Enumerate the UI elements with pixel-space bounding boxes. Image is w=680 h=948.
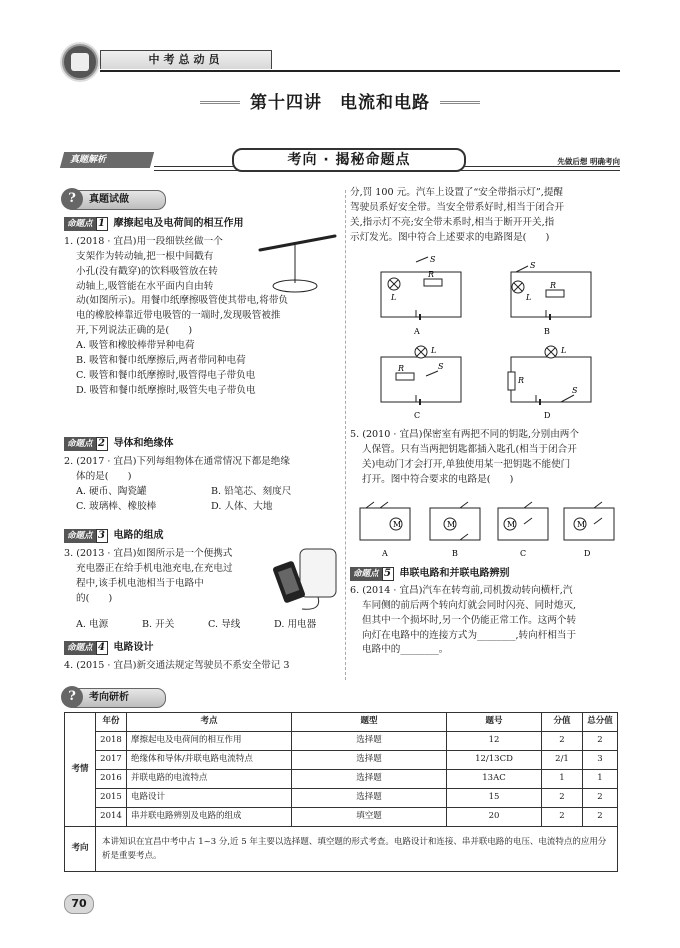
circuit-d — [508, 346, 591, 405]
section-bar — [62, 146, 620, 174]
section-left-label: 真题解析 — [70, 155, 107, 165]
lightbulb-icon: ? — [61, 686, 83, 708]
circuit-a — [381, 255, 461, 320]
summary-table — [64, 712, 618, 872]
svg-text:L: L — [561, 346, 567, 355]
motor-circuit-c — [498, 502, 548, 540]
svg-text:R: R — [398, 364, 405, 373]
table-header-row: 考情 年份 考点 题型 题号 分值 总分值 — [65, 713, 618, 732]
question-2: 2. (2017 · 宜昌)下列每组物体在通常情况下都是绝缘 体的是( ) A. 硬币、陶瓷罐 B. 铅笔芯、刻度尺 C. 玻璃棒、橡胶棒 D. 人体、大地 — [64, 456, 292, 512]
table-row: 2017 绝缘体和导体/并联电路电流特点 选择题 12/13CD 2/1 3 — [65, 751, 618, 770]
table-direction-row — [65, 827, 618, 872]
column-divider — [345, 190, 347, 680]
straw-on-stand-figure — [255, 228, 340, 298]
svg-text:S: S — [530, 261, 536, 270]
direction-text: 本讲知识在宜昌中考中占 1~3 分,近 5 年主要以选择题、填空题的形式考查。电路设计和连接、串并联电路的电压、电流特点的应用分析是重要考点。 — [96, 827, 618, 872]
side-label-direction: 考向 — [65, 827, 96, 872]
motor-circuit-c-label: C — [520, 549, 527, 558]
question-3: 3. (2013 · 宜昌)如图所示是一个便携式 充电器正在给手机电池充电,在充电过 程中,该手机电池相当于电路中 的( ) — [64, 548, 233, 604]
table-row: 2014 串并联电路辨别及电路的组成 填空题 20 2 2 — [65, 808, 618, 827]
question-3-options: A. 电源 B. 开关 C. 导线 D. 用电器 — [76, 619, 317, 630]
question-4-start: 4. (2015 · 宜昌)新交通法规定驾驶员不系安全带记 3 — [64, 660, 290, 671]
table-row: 2015 电路设计 选择题 15 2 2 — [65, 789, 618, 808]
svg-text:L: L — [526, 293, 532, 302]
table-row: 2016 并联电路的电流特点 选择题 13AC 1 1 — [65, 770, 618, 789]
lightbulb-icon: ? — [61, 188, 83, 210]
question-5: 5. (2010 · 宜昌)保密室有两把不同的钥匙,分别由两个 人保管。只有当两把钥匙都插入匙孔(相当于闭合开 关)电动门才会打开,单独使用某一把钥匙不能使门 打开。图中符合要求的电路是( ) — [350, 429, 579, 485]
circuit-c — [381, 346, 461, 405]
page-number: 70 — [64, 894, 94, 914]
motor-circuit-d-label: D — [584, 549, 591, 558]
svg-text:S: S — [430, 255, 436, 264]
svg-text:L: L — [391, 293, 397, 302]
motor-circuit-a-label: A — [382, 549, 388, 558]
pill-exam-analysis: ? 考向研析 — [64, 688, 166, 708]
svg-text:R: R — [518, 376, 525, 385]
svg-text:R: R — [550, 281, 557, 290]
topic-3-tag: 命题点 3 电路的组成 — [64, 528, 164, 542]
svg-text:R: R — [428, 270, 435, 279]
svg-text:M: M — [507, 520, 516, 529]
section-right-note: 先做后想 明确考向 — [557, 157, 620, 166]
question-6: 6. (2014 · 宜昌)汽车在转弯前,司机拨动转向横杆,汽 车同侧的前后两个转向灯就会同时闪亮、同时熄灭, 但其中一个损坏时,另一个仍能正常工作。这两个转 向灯在电路中的连接方式为________,转向杆相当于 电路中的________。 — [350, 585, 577, 656]
table-row: 2018 摩擦起电及电荷间的相互作用 选择题 12 2 2 — [65, 732, 618, 751]
side-label-situation: 考情 — [65, 713, 96, 827]
motor-circuit-b — [430, 502, 480, 540]
topic-2-tag: 命题点 2 导体和绝缘体 — [64, 436, 174, 450]
chapter-title: 第十四讲 电流和电路 — [250, 93, 430, 113]
topic-5-tag: 命题点 5 串联电路和并联电路辨别 — [350, 566, 510, 580]
circuit-d-label: D — [544, 411, 551, 420]
book-tag: 中考总动员 — [100, 50, 272, 69]
circuit-c-label: C — [414, 411, 421, 420]
svg-text:M: M — [577, 520, 586, 529]
svg-text:M: M — [393, 520, 402, 529]
pill-real-questions: ? 真题试做 — [64, 190, 166, 210]
svg-text:M: M — [447, 520, 456, 529]
header-bar — [100, 50, 620, 72]
book-logo-icon — [62, 44, 98, 80]
question-4: 分,罚 100 元。汽车上设置了“安全带指示灯”,提醒 驾驶员系好安全带。当安全带系好时,相当于闭合开 关,指示灯不亮;安全带未系时,相当于断开开关,指 示灯发光。图中符合上述要求的电路图是( ) — [350, 187, 565, 243]
topic-4-tag: 命题点 4 电路设计 — [64, 640, 154, 654]
svg-text:S: S — [438, 362, 444, 371]
circuit-b-label: B — [544, 327, 550, 336]
q5-circuit-diagrams — [356, 498, 616, 560]
topic-1-tag: 命题点 1 摩擦起电及电荷间的相互作用 — [64, 216, 244, 230]
motor-circuit-d — [564, 502, 614, 540]
question-1: 1. (2018 · 宜昌)用一段细铁丝做一个 支架作为转动轴,把一根中间戳有 小孔(没有戳穿)的饮料吸管放在转 动轴上,吸管能在水平面内自由转 动(如图所示)。用餐巾纸摩擦吸管使其带电,将带负 电的橡胶棒靠近带电吸管的一端时,发现吸管被推 开,下列说法正确的是( ) A. 吸管和橡胶棒带异种电荷 B. 吸管和餐巾纸摩擦后,两者带同种电荷 C. 吸管和餐巾纸摩擦时,吸管得电子带负电 D. 吸管和餐巾纸摩擦时,吸管失电子带负电 — [64, 236, 289, 396]
section-main-title: 考向 · 揭秘命题点 — [232, 148, 466, 172]
svg-text:L: L — [431, 346, 437, 355]
circuit-b — [511, 261, 591, 320]
circuit-a-label: A — [414, 327, 420, 336]
q4-circuit-diagrams — [376, 255, 616, 422]
motor-circuit-a — [360, 502, 410, 540]
phone-charger-figure — [272, 545, 342, 615]
motor-circuit-b-label: B — [452, 549, 458, 558]
svg-text:S: S — [572, 386, 578, 395]
